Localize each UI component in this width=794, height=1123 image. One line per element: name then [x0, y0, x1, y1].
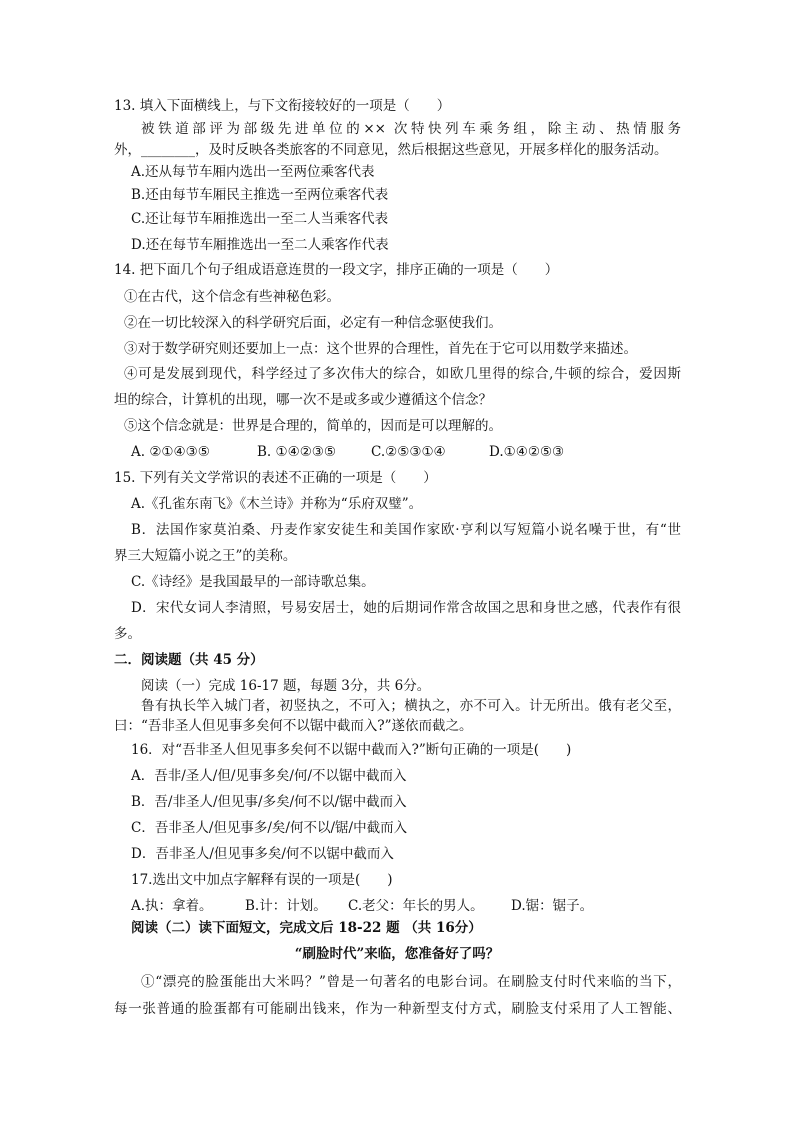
q14-option-d: D.①④②⑤③: [489, 444, 565, 460]
q15-option-b-line1: B．法国作家莫泊桑、丹麦作家安徒生和美国作家欧·亨利以写短篇小说名噪于世，有“世: [131, 522, 681, 538]
q17-option-b: B.计：计划。: [245, 898, 327, 914]
q17-option-a: A.执：拿着。: [131, 898, 213, 914]
q14-option-b: B. ①④②③⑤: [257, 444, 337, 460]
q13-option-c: C.还让每节车厢推选出一至二人当乘客代表: [131, 211, 389, 227]
q15-stem: 15. 下列有关文学常识的表述不正确的一项是（ ）: [114, 470, 437, 486]
reading-1-intro: 阅读（一）完成 16-17 题，每题 3分，共 6分。: [141, 678, 431, 694]
q13-option-d: D.还在每节车厢推选出一至二人乘客作代表: [131, 237, 389, 253]
q14-stem: 14. 把下面几个句子组成语意连贯的一段文字，排序正确的一项是（ ）: [114, 262, 559, 278]
q14-sentence-4-line1: ④可是发展到现代，科学经过了多次伟大的综合，如欧几里得的综合,牛顿的综合，爱因斯: [124, 366, 681, 382]
article-paragraph-1-line1: ①“漂亮的脸蛋能出大米吗？”曾是一句著名的电影台词。在刷脸支付时代来临的当下，: [141, 974, 681, 990]
q13-option-b: B.还由每节车厢民主推选一至两位乘客代表: [131, 187, 389, 203]
q14-option-a: A. ②①④③⑤: [131, 444, 210, 460]
q14-sentence-5: ⑤这个信念就是：世界是合理的，简单的，因而是可以理解的。: [124, 418, 502, 434]
section-2-title: 二．阅读题（共 45 分）: [114, 652, 264, 668]
reading-1-text-line1: 鲁有执长竿入城门者，初竖执之，不可入；横执之，亦不可入。计无所出。俄有老父至，: [141, 698, 681, 714]
q15-option-c: C.《诗经》是我国最早的一部诗歌总集。: [131, 574, 375, 590]
q14-option-c: C.②⑤③①④: [371, 444, 446, 460]
article-title: “刷脸时代”来临，您准备好了吗？: [294, 946, 500, 962]
q14-sentence-3: ③对于数学研究则还要加上一点：这个世界的合理性，首先在于它可以用数学来描述。: [124, 341, 637, 357]
article-paragraph-1-line2: 每一张普通的脸蛋都有可能刷出钱来，作为一种新型支付方式，刷脸支付采用了人工智能、: [114, 1001, 681, 1017]
q16-option-a: A．吾非/圣人/但/见事多矣/何/不以锯中截而入: [131, 768, 407, 784]
q15-option-a: A.《孔雀东南飞》《木兰诗》并称为“乐府双璧”。: [131, 496, 423, 512]
q13-stem: 13. 填入下面横线上，与下文衔接较好的一项是（ ）: [114, 98, 451, 114]
q16-option-c: C．吾非圣人/但见事多/矣/何不以/锯/中截而入: [131, 820, 408, 836]
q13-passage-line2: 外，________，及时反映各类旅客的不同意见，然后根据这些意见，开展多样化的服务活动。: [114, 142, 668, 158]
q16-option-b: B．吾/非圣人/但见事/多矣/何不以/锯中截而入: [131, 794, 407, 810]
q15-option-d-line1: D．宋代女词人李清照，号易安居士，她的后期词作常含故国之思和身世之感，代表作有很: [131, 600, 681, 616]
q17-option-c: C.老父：年长的男人。: [348, 898, 484, 914]
q13-passage-line1: 被铁道部评为部级先进单位的×× 次特快列车乘务组，除主动、热情服务: [141, 121, 681, 137]
q14-sentence-2: ②在一切比较深入的科学研究后面，必定有一种信念驱使我们。: [124, 315, 502, 331]
q16-stem: 16．对“吾非圣人但见事多矣何不以锯中截而入?”断句正确的一项是( ): [131, 742, 572, 758]
q16-option-d: D．吾非圣人/但见事多矣/何不以锯中截而入: [131, 846, 394, 862]
q17-option-d: D.锯：锯子。: [511, 898, 594, 914]
q17-stem: 17.选出文中加点字解释有误的一项是( ): [131, 872, 393, 888]
reading-1-text-line2: 曰：“吾非圣人但见事多矣何不以锯中截而入?”遂依而截之。: [114, 718, 473, 734]
q14-sentence-1: ①在古代，这个信念有些神秘色彩。: [124, 289, 340, 305]
q13-option-a: A.还从每节车厢内选出一至两位乘客代表: [131, 164, 375, 180]
reading-2-intro: 阅读（二）读下面短文，完成文后 18-22 题 （共 16分）: [131, 920, 482, 936]
q15-option-b-line2: 界三大短篇小说之王”的美称。: [114, 548, 297, 564]
q15-option-d-line2: 多。: [114, 626, 141, 642]
q14-sentence-4-line2: 坦的综合，计算机的出现，哪一次不是或多或少遵循这个信念？: [114, 392, 492, 408]
